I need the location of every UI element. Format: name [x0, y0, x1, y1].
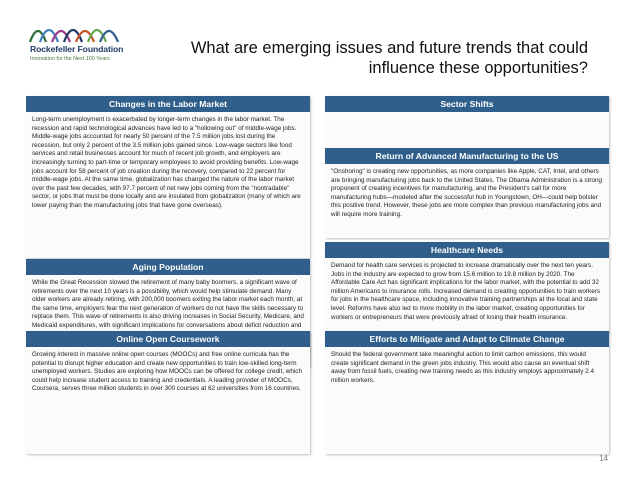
panel-body: Growing interest in massive online open courses (MOOCs) and free online curricula has the potential to disrupt higher education and create new opportunities to train low-skilled long-term unemployed workers. Studies are exploring how MOOCs can be offered for college credit, which could help increase student access to training and credentials. A leading provider of MOOCs, Coursera, serves three million students in over 300 courses at 62 universities from 16 countries.: [32, 351, 302, 393]
panel-labor-market: [26, 96, 310, 258]
panel-online-coursework: [26, 331, 310, 454]
panel-body: "Onshoring" is creating new opportunities, as more companies like Apple, CAT, Intel, and others are bringing manufacturing jobs back to the United States. The Obama Administration is a strong proponent of creating incentives for manufacturing, and the President's call for more manufacturing hubs—modeled after the successful hub in Youngstown, OH—could help bolster this positive trend. However, these jobs are more complex than previous manufacturing jobs and will require more training.: [331, 168, 603, 218]
panel-climate-change: [325, 331, 609, 454]
panel-advanced-manufacturing: [325, 148, 609, 238]
panel-body: Should the federal government take meaningful action to limit carbon emissions, this would create significant demand in the green jobs industry. This would also cause an eventual shift away from fossil fuels, creating new training needs as this industry employs approximately 2.4 million workers.: [331, 351, 595, 384]
panel-body: While the Great Recession slowed the retirement of many baby boomers, a significant wave of retirements over the next 10 years is a possibility, which would help stimulate demand. Many older workers are already retiring, with 200,000 boomers exiting the labor market each month; at the same time, employers fear the next generation of workers do not have the skills necessary to replace them. This wave of retirements is also driving increases in Social Security, Medicare, and Medicaid expenditures, with significant implications for conversations about deficit reduction and: [32, 279, 304, 329]
panel-heading: Changes in the Labor Market: [26, 96, 310, 112]
slide-title: What are emerging issues and future trends that could influence these opportunities?: [190, 39, 588, 77]
logo-arches-graphic: [24, 16, 134, 44]
panel-heading: Efforts to Mitigate and Adapt to Climate Change: [325, 331, 609, 347]
panel-body: Demand for health care services is projected to increase dramatically over the next ten years. Jobs in the industry are expected to grow from 15.6 million to 19.8 million by 2020. The Affordable Care Act has significant implications for the labor market, with the potential to add 32 million Americans to insurance rolls. Increased demand is creating opportunities to train workers for jobs in the healthcare space, including innovative training partnerships at the local and state level. Reforms have also led to more mobility in the labor market, creating opportunities for workers or entrepreneurs that were previously afraid of losing their health insurance.: [331, 262, 601, 321]
rockefeller-logo: [24, 16, 134, 66]
panel-healthcare-needs: [325, 242, 609, 333]
panel-heading: Sector Shifts: [325, 96, 609, 112]
panel-heading: Return of Advanced Manufacturing to the US: [325, 148, 609, 164]
panel-sector-shifts: [325, 96, 609, 148]
logo-name: Rockefeller Foundation: [30, 44, 124, 54]
page-number: 14: [599, 454, 608, 463]
logo-tagline: Innovation for the Next 100 Years: [30, 56, 110, 62]
panel-heading: Online Open Coursework: [26, 331, 310, 347]
panel-heading: Aging Population: [26, 259, 310, 275]
panel-body: Long-term unemployment is exacerbated by longer-term changes in the labor market. The recession and rapid technological advances have led to a "hollowing out" of middle-wage jobs. Middle-wage jobs accounted for nearly 50 percent of the 7.5 million jobs lost during the recession, but only 2 percent of the 3.5 million jobs gained since. Low-wage sectors like food services and retail businesses account for much of recent job growth, and employers are increasingly turning to part-time or temporary employees to avoid providing benefits. Low-wage jobs account for 58 percent of job creation during the recovery, compared to 22 percent for middle-wage jobs. At the same time, globalization has changed the nature of the labor market over the past few decades, with 97.7 percent of net new jobs coming from the "nontradable" sector, or jobs that must be done locally and are insulated from globalization (many of which are lower paying than the manufacturing jobs that have gone overseas).: [32, 116, 301, 209]
panel-heading: Healthcare Needs: [325, 242, 609, 258]
